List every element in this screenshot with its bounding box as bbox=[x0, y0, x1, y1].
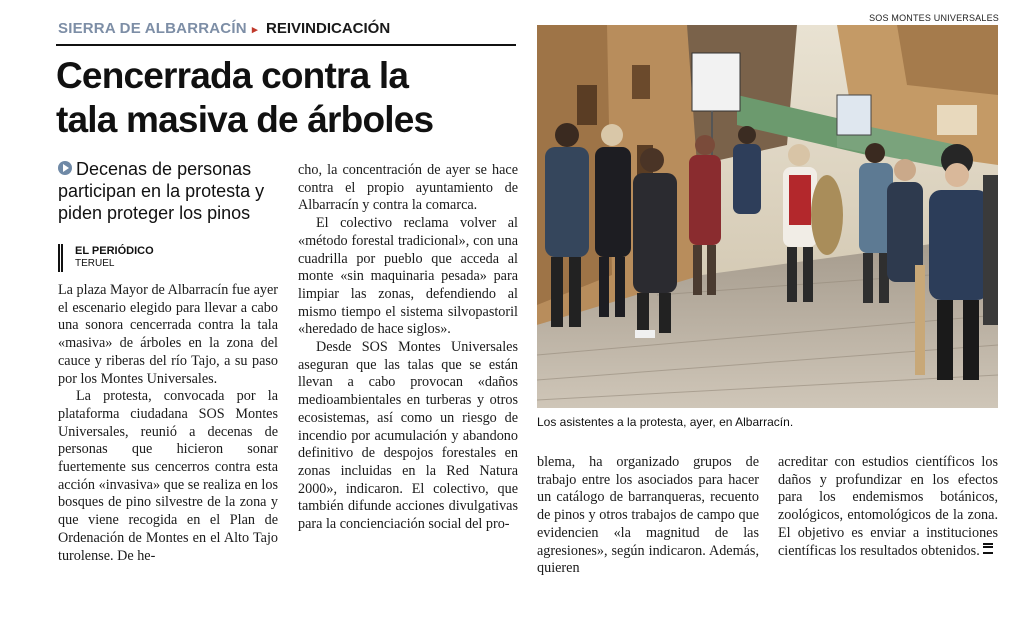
body-column-2 bbox=[298, 162, 518, 534]
subsection-label: REIVINDICACIÓN bbox=[266, 20, 391, 37]
byline bbox=[58, 244, 154, 272]
photo-caption: Los asistentes a la protesta, ayer, en Albarracín. bbox=[537, 415, 794, 429]
play-bullet-icon bbox=[58, 161, 72, 175]
photo-credit: SOS MONTES UNIVERSALES bbox=[869, 13, 999, 23]
headline-line-2: tala masiva de árboles bbox=[56, 99, 434, 140]
section-header bbox=[56, 18, 516, 46]
headline bbox=[56, 54, 526, 142]
headline-line-1: Cencerrada contra la bbox=[56, 55, 409, 96]
paragraph-text: acreditar con estudios científicos los daños y profundizar en los efectos para los endemismos botánicos, zoológicos, entomológicos de la zona. El objetivo es enviar a instituciones científicas los resultados obtenidos. bbox=[778, 454, 998, 559]
paragraph: La plaza Mayor de Albarracín fue ayer el escenario elegido para llevar a cabo una sonora cencerrada contra la tala «masiva» de árboles en la zona del cauce y riberas del río Tajo, a su paso por los Montes Universales. bbox=[58, 282, 278, 387]
byline-outlet: EL PERIÓDICO bbox=[75, 245, 154, 257]
deck bbox=[58, 158, 288, 224]
news-photo bbox=[537, 25, 998, 408]
body-column-3 bbox=[537, 454, 759, 578]
section-arrow-icon: ▸ bbox=[252, 24, 258, 36]
paragraph: Desde SOS Montes Universales aseguran que las talas que se están llevan a cabo provocan «daños medioambientales en turberas y otros ecosistemas, así como un riesgo de incendio por acumulación y abandono definitivo de despojos forestales en zonas incluidas en la Red Natura 2000», indicaron. El colectivo, que también difunde acciones divulgativas para la concienciación social del pro- bbox=[298, 339, 518, 533]
section-label: SIERRA DE ALBARRACÍN bbox=[58, 20, 247, 37]
protest-photo-illustration bbox=[537, 25, 998, 408]
deck-text: Decenas de personas participan en la protesta y piden proteger los pinos bbox=[58, 159, 265, 223]
paragraph: cho, la concentración de ayer se hace contra el propio ayuntamiento de Albarracín y contra la comarca. bbox=[298, 162, 518, 214]
paragraph: El colectivo reclama volver al «método forestal tradicional», con una cuadrilla por pueblo que acceda al monte «sin maquinaria pesada» para limpiar las zonas, defendiendo al mismo tiempo el sistema silvopastoril «heredado de hace siglos». bbox=[298, 215, 518, 338]
paragraph: La protesta, convocada por la plataforma ciudadana SOS Montes Universales, reunió a decenas de personas que hicieron sonar fuertemente sus cencerros contra esta acción «invasiva» que se realiza en los bosques de pino silvestre de la zona y que viene recogida en el Plan de Ordenación de Montes en el Alto Tajo turolense. De he- bbox=[58, 388, 278, 564]
body-column-4 bbox=[778, 454, 998, 560]
end-of-article-icon bbox=[983, 543, 993, 554]
byline-place: TERUEL bbox=[75, 258, 115, 269]
paragraph: blema, ha organizado grupos de trabajo entre los asociados para hacer un catálogo de barranqueras, recuento de pinos y otros trabajos de campo que evidencien «la magnitud de las agresiones», según indicaron. Además, quieren bbox=[537, 454, 759, 577]
paragraph bbox=[778, 454, 998, 560]
body-column-1 bbox=[58, 282, 278, 565]
